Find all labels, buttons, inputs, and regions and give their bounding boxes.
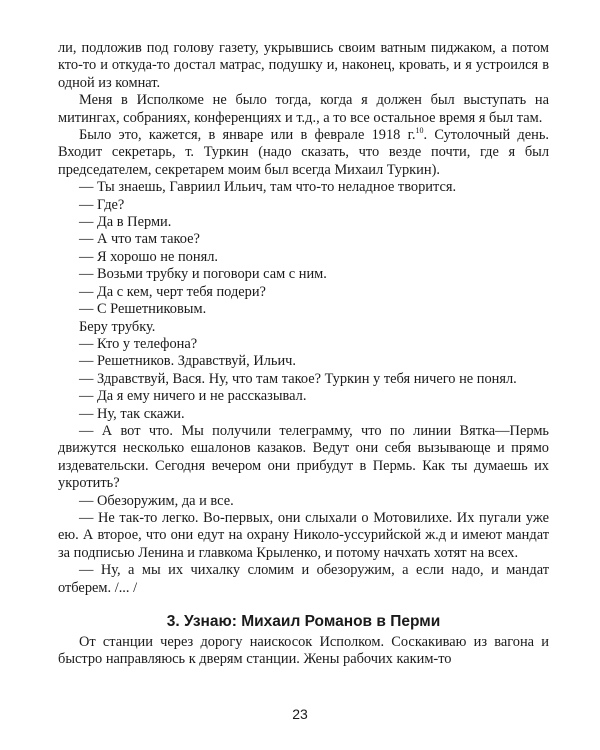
dialogue-line: — Где? xyxy=(79,196,125,213)
dialogue-line: — Здравствуй, Вася. Ну, что там такое? Туркин у тебя ничего не понял. xyxy=(79,370,517,387)
dialogue-line: — Я хорошо не понял. xyxy=(79,248,218,265)
paragraph-text: . Сутолочный день. Входит секретарь, т. Туркин (надо сказать, что везде почти, где я был председателем, секретарем моим был всегда Михаил Туркин). xyxy=(58,127,549,178)
page-body xyxy=(58,40,549,669)
dialogue-line: — А что там такое? xyxy=(79,231,200,248)
dialogue-line: — Возьми трубку и поговори сам с ним. xyxy=(79,266,327,283)
paragraph-january xyxy=(58,127,549,179)
footnote-marker: 10 xyxy=(415,126,424,136)
dialogue-line: — Да с кем, черт тебя подери? xyxy=(79,283,266,300)
dialogue-line: — Ну, а мы их чихалку сломим и обезоружим, а если надо, и мандат отберем. /... / xyxy=(58,562,549,596)
dialogue-line: — Ну, так скажи. xyxy=(79,405,185,422)
section-paragraph: От станции через дорогу наискосок Исполком. Соскакиваю из вагона и быстро направляюсь к дверям станции. Жены рабочих каким-то xyxy=(58,634,549,668)
dialogue-line: — Обезоружим, да и все. xyxy=(79,492,234,509)
dialogue-line: — Да в Перми. xyxy=(79,214,172,231)
paragraph-ispolkom: Меня в Исполкоме не было тогда, когда я должен был выступать на митингах, собраниях, конференциях и т.д., а то все остальное время я был там. xyxy=(58,92,549,126)
dialogue-line: — С Решетниковым. xyxy=(79,301,207,318)
narration-line: Беру трубку. xyxy=(79,318,156,335)
paragraph-continuation: ли, подложив под голову газету, укрывшись своим ватным пиджаком, а потом кто-то и откуда-то достал матрас, подушку и, наконец, кровать, и я устроился в одной из комнат. xyxy=(58,40,549,91)
page-number: 23 xyxy=(292,706,308,722)
paragraph-text: Было это, кажется, в январе или в феврале 1918 г. xyxy=(79,127,416,144)
section-heading: 3. Узнаю: Михаил Романов в Перми xyxy=(166,613,441,630)
dialogue-line: — А вот что. Мы получили телеграмму, что по линии Вятка—Пермь движутся несколько ешалонов казаков. Ведут они себя вызывающе и прямо издевательски. Сегодня вечером они прибудут в Пермь. Как ты думаешь их укротить? xyxy=(58,422,549,492)
dialogue-line: — Да я ему ничего и не рассказывал. xyxy=(79,388,307,405)
dialogue-line: — Не так-то легко. Во-первых, они слыхали о Мотовилихе. Их пугали уже ею. А второе, что они едут на охрану Николо-уссурийской ж.д и имеют мандат за подписью Ленина и главкома Крыленко, и потому начхать хотят на всех. xyxy=(58,509,549,561)
dialogue-line: — Решетников. Здравствуй, Ильич. xyxy=(79,353,297,370)
dialogue-line: — Кто у телефона? xyxy=(79,335,198,352)
dialogue-line: — Ты знаешь, Гавриил Ильич, там что-то неладное творится. xyxy=(79,179,457,196)
